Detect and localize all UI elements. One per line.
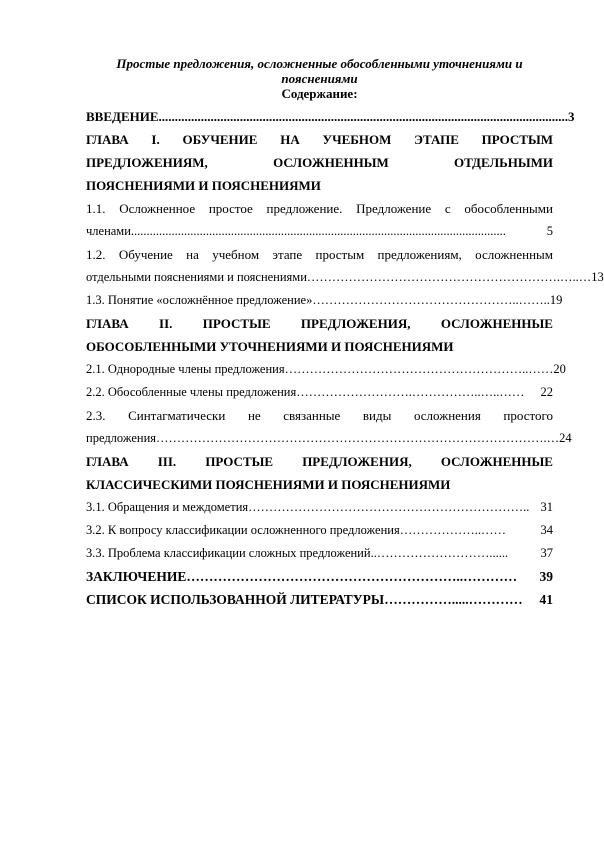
- toc-entry-text: СПИСОК ИСПОЛЬЗОВАННОЙ ЛИТЕРАТУРЫ: [86, 592, 385, 607]
- toc-entry-2-2[interactable]: [86, 381, 553, 404]
- toc-page-number: 34: [540, 523, 553, 537]
- toc-entry-introduction[interactable]: [86, 105, 575, 128]
- toc-entry-text: 2.2. Обособленные члены предложения: [86, 385, 297, 399]
- toc-chapter-line: ПОЯСНЕНИЯМИ И ПОЯСНЕНИЯМИ: [86, 178, 321, 193]
- toc-entry-text: 3.1. Обращения и междометия: [86, 500, 249, 514]
- toc-leader-dots: ........................................................................................................................: [130, 224, 506, 238]
- word: ОСЛОЖНЕННЫМ: [273, 155, 389, 170]
- word: ПРОСТЫЕ: [202, 316, 271, 331]
- word: Предложение: [356, 201, 432, 216]
- title-line-2: пояснениями: [281, 71, 358, 86]
- word: обособленными: [464, 201, 553, 216]
- word: НА: [280, 132, 300, 147]
- word: не: [247, 408, 261, 423]
- word: III.: [157, 454, 177, 469]
- word: простым: [315, 247, 365, 262]
- word: этапе: [272, 247, 303, 262]
- toc-page-number: 31: [540, 500, 553, 514]
- word: ГЛАВА: [86, 316, 129, 331]
- word: простого: [503, 408, 553, 423]
- toc-entry-text: ЗАКЛЮЧЕНИЕ: [86, 569, 187, 584]
- word: простое: [208, 201, 253, 216]
- word: Осложненное: [119, 201, 196, 216]
- word: предложениям,: [377, 247, 462, 262]
- toc-leader-dots: …………………………………………………………..: [248, 500, 530, 514]
- document-title: [86, 56, 553, 86]
- toc-entry-1-2[interactable]: [86, 243, 604, 289]
- toc-entry-bibliography[interactable]: [86, 588, 553, 611]
- word: Обучение: [118, 247, 173, 262]
- toc-entry-text: предложения: [86, 431, 157, 445]
- toc-entry-2-1[interactable]: [86, 358, 566, 381]
- word: ПРЕДЛОЖЕНИЯМ,: [86, 155, 208, 170]
- word: ГЛАВА: [86, 454, 129, 469]
- word: 1.1.: [86, 201, 106, 216]
- word: виды: [362, 408, 392, 423]
- toc-leader-dots: ……………………….……………..…..……: [296, 385, 525, 399]
- toc-chapter-line: ОБОСОБЛЕННЫМИ УТОЧНЕНИЯМИ И ПОЯСНЕНИЯМИ: [86, 339, 454, 354]
- word: осложнения: [413, 408, 481, 423]
- document-page: [86, 56, 604, 611]
- word: ОБУЧЕНИЕ: [182, 132, 258, 147]
- toc-page-number: 24: [559, 431, 572, 445]
- toc-page-number: 41: [539, 592, 553, 607]
- contents-heading: Содержание:: [281, 86, 358, 101]
- toc-page-number: 20: [553, 362, 566, 376]
- toc-leader-dots: ……………………………………………………..…………: [186, 569, 518, 584]
- toc-entry-line: [86, 243, 553, 266]
- toc-page-number: 5: [546, 224, 553, 238]
- toc-leader-dots: ………………………………………………………………………………….…: [156, 431, 560, 445]
- toc-leader-dots: …………………………………………..……..: [312, 293, 550, 307]
- toc-entry-chapter-3[interactable]: [86, 450, 553, 496]
- word: с: [444, 201, 451, 216]
- word: ПРЕДЛОЖЕНИЯ,: [302, 454, 412, 469]
- word: 2.3.: [86, 408, 106, 423]
- toc-entry-line: [86, 427, 572, 450]
- word: ПРОСТЫЕ: [205, 454, 274, 469]
- toc-entry-chapter-2[interactable]: [86, 312, 553, 358]
- toc-entry-text: отдельными пояснениями и пояснениями: [86, 270, 307, 284]
- word: ГЛАВА: [86, 132, 129, 147]
- toc-page-number: 19: [549, 293, 563, 307]
- word: ОСЛОЖНЕННЫЕ: [440, 454, 553, 469]
- toc-entry-text: 2.1. Однородные члены предложения: [86, 362, 285, 376]
- word: УЧЕБНОМ: [322, 132, 392, 147]
- word: связанные: [283, 408, 341, 423]
- toc-entry-text: членами: [86, 224, 131, 238]
- word: I.: [151, 132, 160, 147]
- toc-page-number: 13: [591, 270, 604, 284]
- toc-entry-text: 3.2. К вопросу классификации осложненного предложения: [86, 523, 400, 537]
- toc-chapter-line: КЛАССИЧЕСКИМИ ПОЯСНЕНИЯМИ И ПОЯСНЕНИЯМИ: [86, 477, 451, 492]
- toc-entry-chapter-1[interactable]: [86, 128, 553, 197]
- toc-entry-line: [86, 266, 604, 289]
- word: ЭТАПЕ: [414, 132, 459, 147]
- toc-entry-2-3[interactable]: [86, 404, 572, 450]
- toc-entry-text: 1.3. Понятие «осложнённое предложение»: [86, 293, 313, 307]
- toc-entry-text: 3.3. Проблема классификации сложных предложений: [86, 546, 371, 560]
- toc-entry-line: [86, 220, 553, 243]
- toc-leader-dots: ..............................................................................................................................: [158, 109, 569, 124]
- toc-entry-conclusion[interactable]: [86, 565, 553, 588]
- toc-chapter-line: [86, 128, 553, 151]
- toc-leader-dots: …………….....…………: [384, 592, 523, 607]
- word: II.: [159, 316, 173, 331]
- toc-leader-dots: …………………………………………………….…..…: [306, 270, 592, 284]
- word: учебном: [212, 247, 260, 262]
- word: ОТДЕЛЬНЫМИ: [454, 155, 553, 170]
- title-line-1: Простые предложения, осложненные обособленными уточнениями и: [116, 56, 523, 71]
- toc-chapter-line: [86, 450, 553, 473]
- toc-chapter-line: [86, 312, 553, 335]
- toc-entry-line: [86, 404, 553, 427]
- toc-chapter-line: [86, 151, 553, 174]
- toc-entry-line: [86, 197, 553, 220]
- toc-entry-1-3[interactable]: [86, 289, 563, 312]
- toc-entry-text: ВВЕДЕНИЕ: [86, 109, 159, 124]
- toc-page-number: 37: [540, 546, 553, 560]
- toc-leader-dots: …………………………………………………..……: [284, 362, 554, 376]
- toc-entry-3-1[interactable]: [86, 496, 553, 519]
- toc-page-number: 39: [539, 569, 553, 584]
- toc-entry-3-2[interactable]: [86, 519, 553, 542]
- word: на: [186, 247, 199, 262]
- toc-entry-3-3[interactable]: [86, 542, 553, 565]
- toc-leader-dots: ..………………………......: [370, 546, 509, 560]
- word: ОСЛОЖНЕННЫЕ: [440, 316, 553, 331]
- toc-leader-dots: ………………..……: [399, 523, 506, 537]
- toc-entry-1-1[interactable]: [86, 197, 553, 243]
- word: ПРОСТЫМ: [481, 132, 553, 147]
- word: Синтагматически: [128, 408, 226, 423]
- word: предложение.: [266, 201, 343, 216]
- toc-page-number: 22: [540, 385, 553, 399]
- word: 1.2.: [86, 247, 106, 262]
- word: ПРЕДЛОЖЕНИЯ,: [300, 316, 411, 331]
- word: осложненным: [475, 247, 553, 262]
- toc-page-number: 3: [568, 109, 575, 124]
